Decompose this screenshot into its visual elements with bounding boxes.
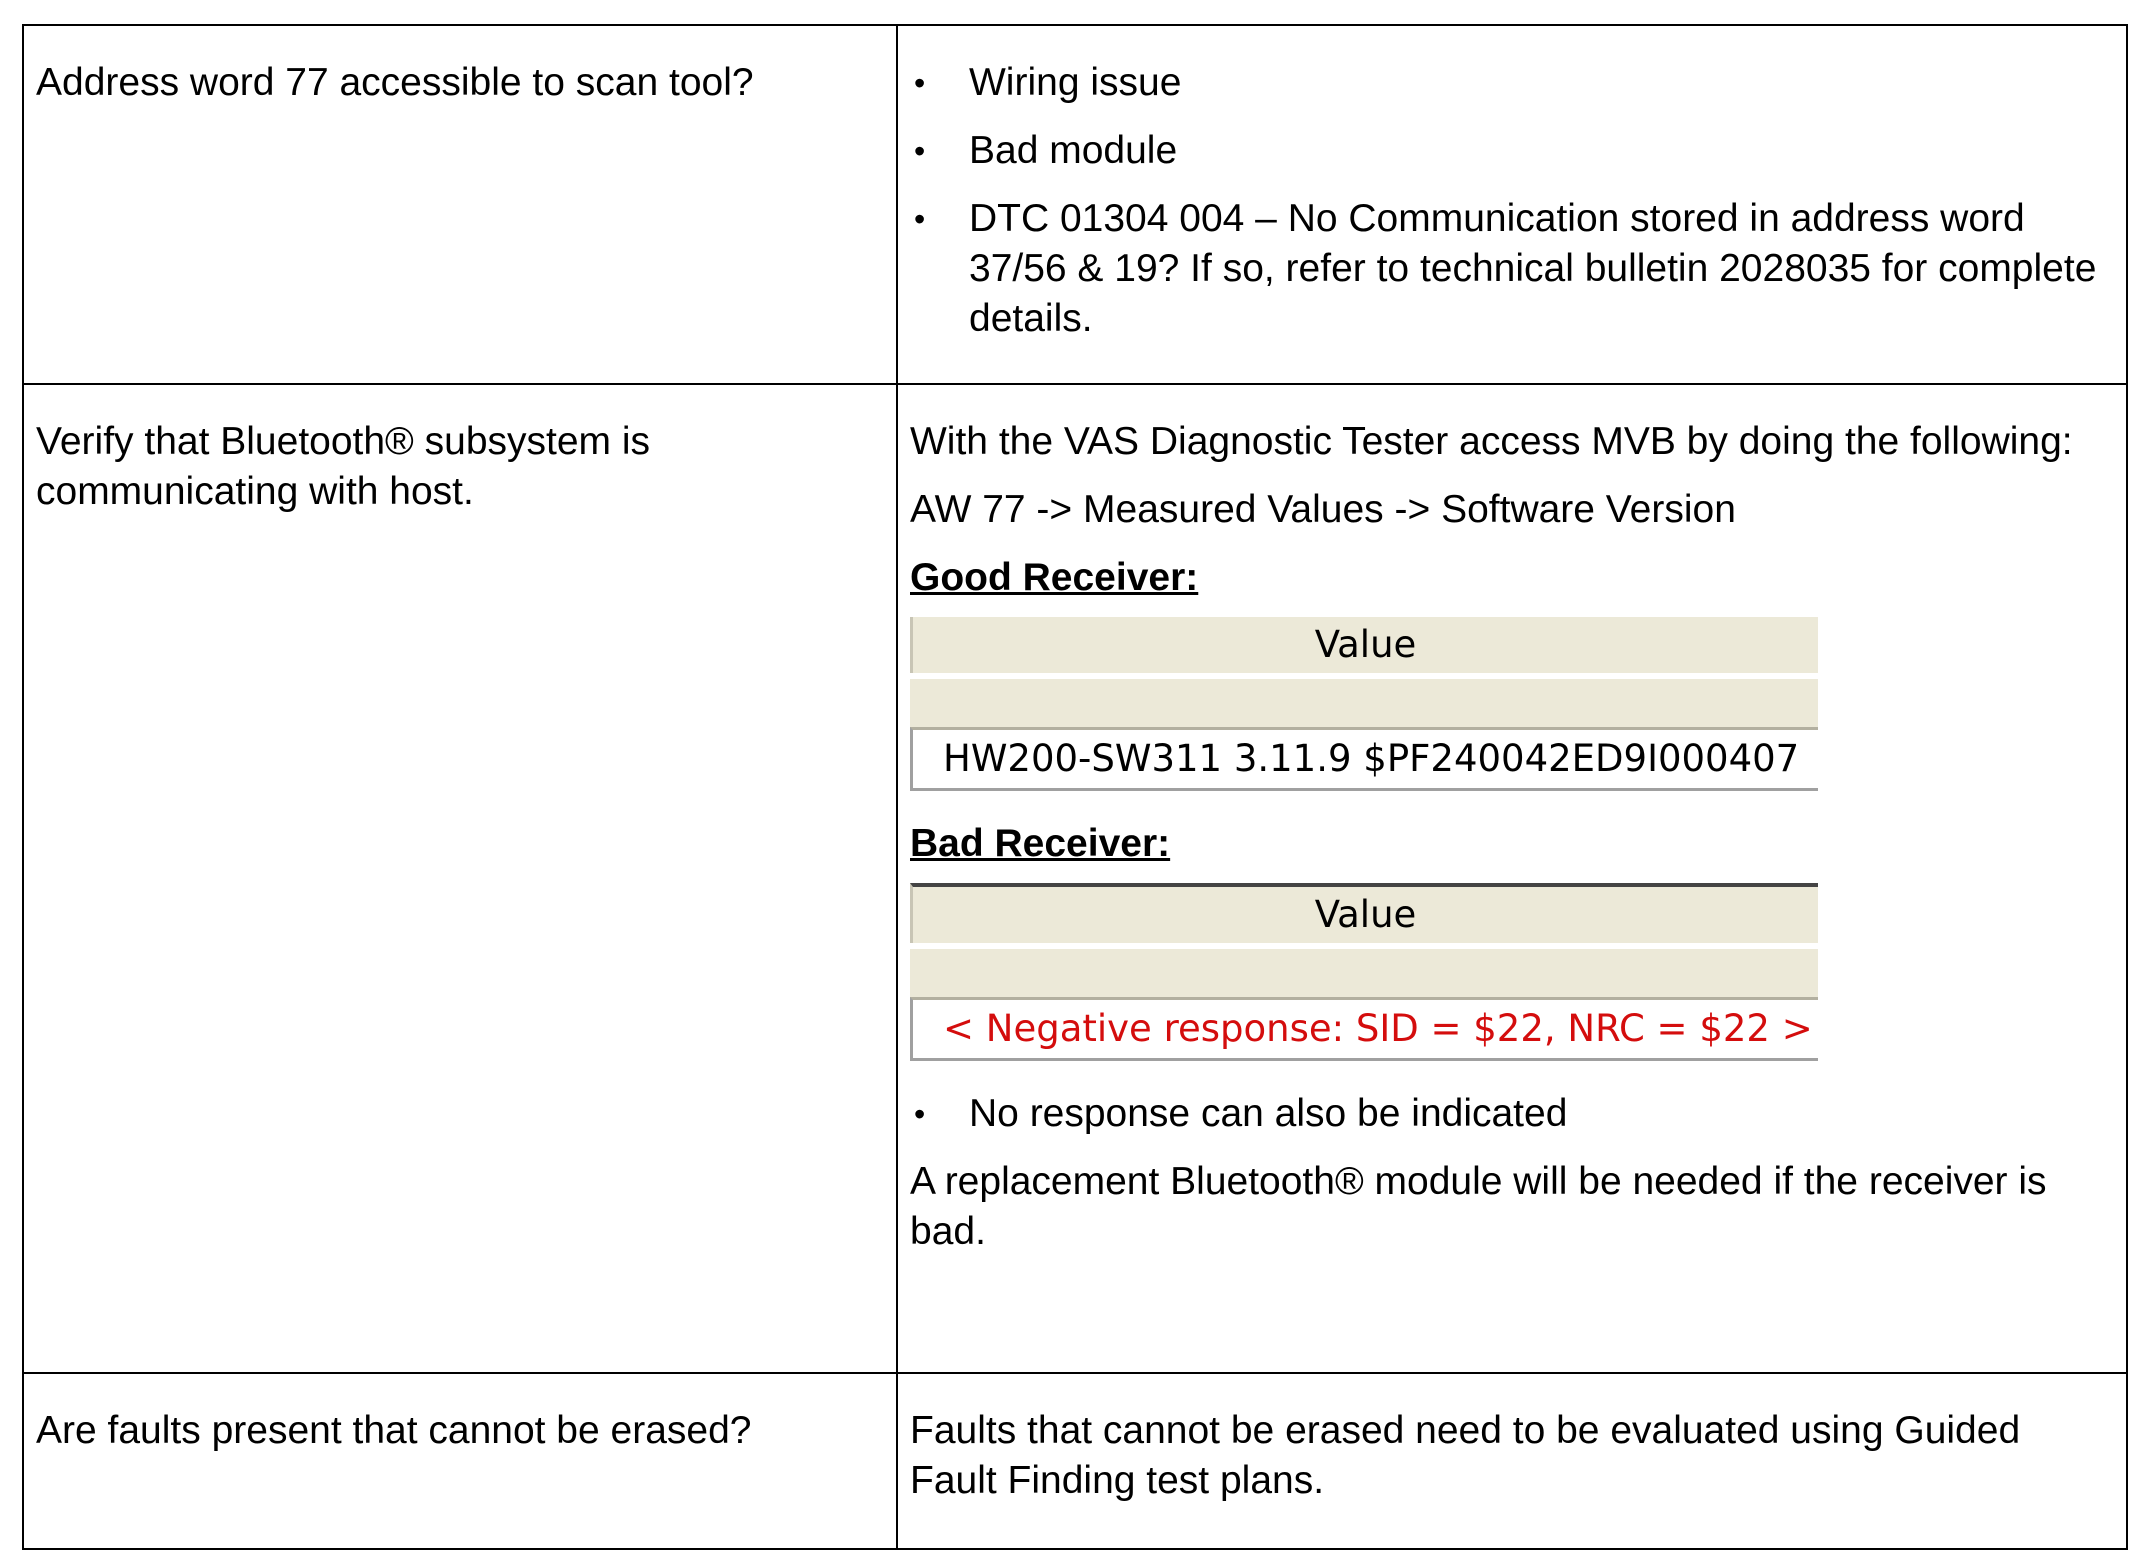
- conclusion-text: A replacement Bluetooth® module will be needed if the receiver is bad.: [910, 1160, 2047, 1253]
- answer-cell: [897, 384, 2127, 1373]
- cause-list: [910, 58, 2112, 344]
- list-item: • Wiring issue: [910, 58, 2112, 108]
- bullet-icon: •: [914, 133, 926, 169]
- answer-cell: [897, 25, 2127, 384]
- answer-cell: [897, 1373, 2127, 1549]
- software-version-value: HW200-SW311 3.11.9 $PF240042ED9I000407: [910, 727, 1818, 791]
- negative-response-value: < Negative response: SID = $22, NRC = $22 >: [910, 997, 1818, 1061]
- value-column-header: Value: [910, 617, 1818, 673]
- question-cell: [23, 1373, 897, 1549]
- instruction-text: With the VAS Diagnostic Tester access MVB by doing the following:: [910, 420, 2073, 463]
- question-text: Verify that Bluetooth® subsystem is communicating with host.: [36, 420, 651, 513]
- bad-receiver-value-screenshot: [910, 883, 1818, 1061]
- table-row: [23, 1373, 2127, 1549]
- table-row: [23, 25, 2127, 384]
- bad-receiver-heading: Bad Receiver:: [910, 822, 1171, 865]
- table-row: [23, 384, 2127, 1373]
- bullet-icon: •: [914, 65, 926, 101]
- troubleshooting-table: [22, 24, 2128, 1550]
- question-cell: [23, 384, 897, 1373]
- question-text: Address word 77 accessible to scan tool?: [36, 61, 754, 104]
- answer-text: Faults that cannot be erased need to be evaluated using Guided Fault Finding test plans.: [910, 1409, 2021, 1502]
- question-cell: [23, 25, 897, 384]
- good-receiver-heading: Good Receiver:: [910, 556, 1199, 599]
- list-item: • No response can also be indicated: [910, 1089, 2112, 1139]
- note-list: [910, 1089, 2112, 1139]
- menu-path-text: AW 77 -> Measured Values -> Software Version: [910, 488, 1736, 531]
- bullet-icon: •: [914, 1096, 926, 1132]
- list-item: • Bad module: [910, 126, 2112, 176]
- bullet-icon: •: [914, 201, 926, 237]
- value-column-header: Value: [910, 883, 1818, 943]
- list-item: • DTC 01304 004 – No Communication stored in address word 37/56 & 19? If so, refer to technical bulletin 2028035 for complete details.: [910, 194, 2112, 344]
- good-receiver-value-screenshot: [910, 617, 1818, 791]
- question-text: Are faults present that cannot be erased?: [36, 1409, 752, 1452]
